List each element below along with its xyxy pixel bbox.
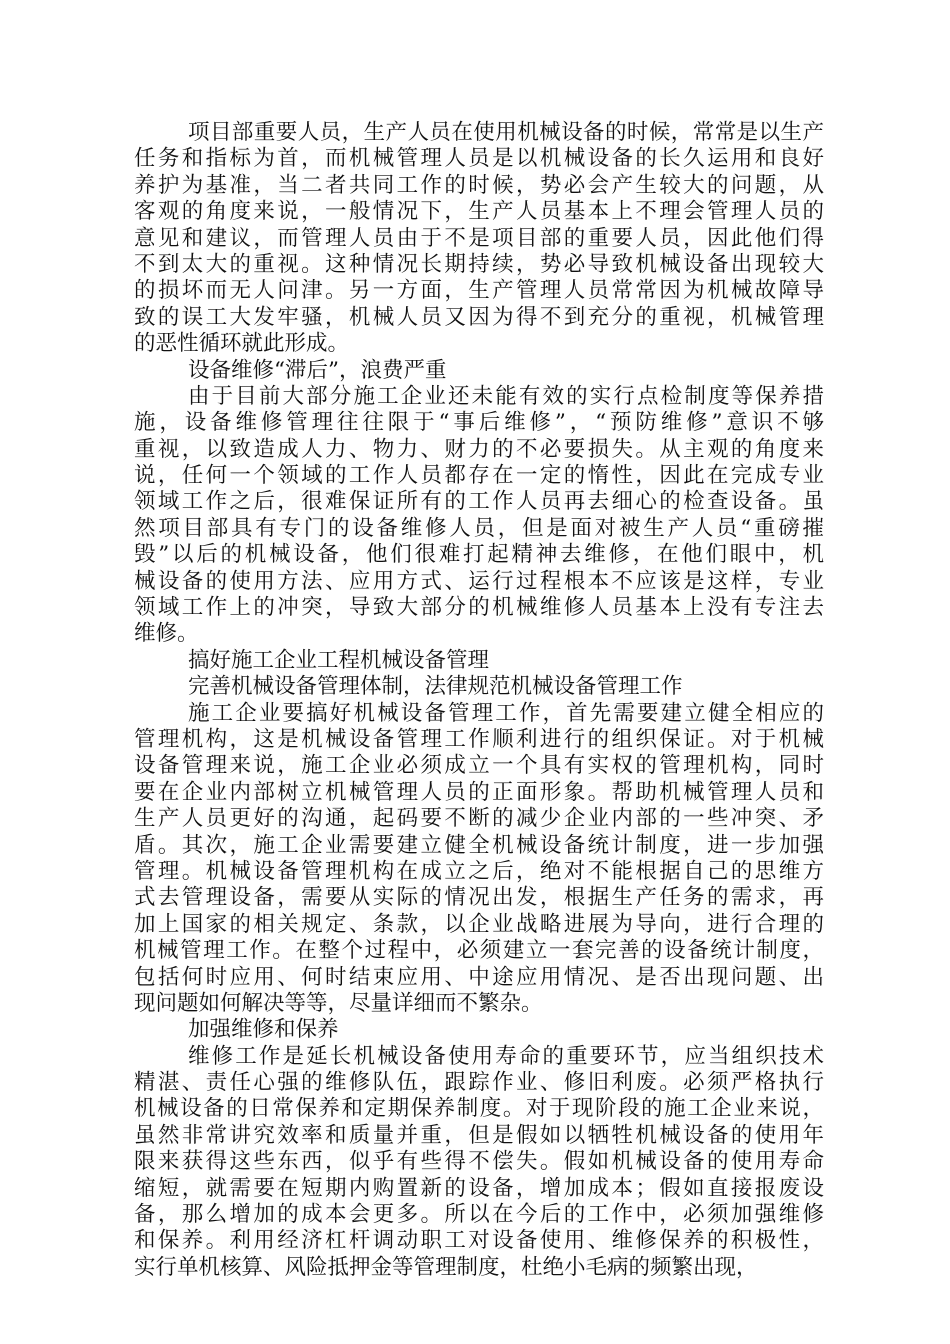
text-line: 设备管理来说，施工企业必须成立一个具有实权的管理机构，同时 [134,753,824,779]
text-line: 加上国家的相关规定、条款，以企业战略进展为导向，进行合理的 [134,911,824,937]
text-line: 维修。 [134,621,199,647]
text-line: 械设备的使用方法、应用方式、运行过程根本不应该是这样，专业 [134,568,824,594]
heading-text: 完善机械设备管理体制，法律规范机械设备管理工作 [188,674,683,700]
text-line: 维修工作是延长机械设备使用寿命的重要环节，应当组织技术 [188,1043,824,1069]
text-line: 精湛、责任心强的维修队伍，跟踪作业、修旧利废。必须严格执行 [134,1070,824,1096]
text-line: 管理机构，这是机械设备管理工作顺利进行的组织保证。对于机械 [134,726,824,752]
text-line: 要在企业内部树立机械管理人员的正面形象。帮助机械管理人员和 [134,779,824,805]
text-line: 生产人员更好的沟通，起码要不断的减少企业内部的一些冲突、矛 [134,806,824,832]
text-line: 现问题如何解决等等，尽量详细而不繁杂。 [134,990,543,1016]
text-line: 虽然非常讲究效率和质量并重，但是假如以牺牲机械设备的使用年 [134,1122,824,1148]
body-text [134,120,824,1281]
text-line: 包括何时应用、何时结束应用、中途应用情况、是否出现问题、出 [134,964,824,990]
heading-text: 搞好施工企业工程机械设备管理 [188,647,490,673]
text-line: 管理。机械设备管理机构在成立之后，绝对不能根据自己的思维方 [134,858,824,884]
section-heading [134,358,824,384]
text-line: 缩短，就需要在短期内购置新的设备，增加成本；假如直接报废设 [134,1175,824,1201]
text-line: 由于目前大部分施工企业还未能有效的实行点检制度等保养措 [188,383,824,409]
paragraph [134,384,824,648]
text-line: 领域工作上的冲突，导致大部分的机械维修人员基本上没有专注去 [134,595,824,621]
text-line: 致的误工大发牢骚，机械人员又因为得不到充分的重视，机械管理 [134,304,824,330]
text-line: 机械管理工作。在整个过程中，必须建立一套完善的设备统计制度， [134,938,824,964]
text-line: 任务和指标为首，而机械管理人员是以机械设备的长久运用和良好 [134,146,824,172]
text-line: 项目部重要人员，生产人员在使用机械设备的时候，常常是以生产 [188,120,824,145]
paragraph [134,701,824,1018]
paragraph [134,120,824,358]
text-line: 毁”以后的机械设备，他们很难打起精神去维修，在他们眼中，机 [134,542,824,568]
text-line: 限来获得这些东西，似乎有些得不偿失。假如机械设备的使用寿命 [134,1149,824,1175]
heading-text: 加强维修和保养 [188,1017,339,1043]
text-line: 的损坏而无人问津。另一方面，生产管理人员常常因为机械故障导 [134,278,824,304]
section-heading [134,1017,824,1043]
text-line: 客观的角度来说，一般情况下，生产人员基本上不理会管理人员的 [134,199,824,225]
text-line: 领域工作之后，很难保证所有的工作人员再去细心的检查设备。虽 [134,489,824,515]
section-heading [134,674,824,700]
text-line: 意见和建议，而管理人员由于不是项目部的重要人员，因此他们得 [134,225,824,251]
text-line: 重视，以致造成人力、物力、财力的不必要损失。从主观的角度来 [134,436,824,462]
text-line: 施，设备维修管理往往限于“事后维修”，“预防维修”意识不够 [134,410,824,436]
section-heading [134,648,824,674]
paragraph [134,1044,824,1282]
text-line: 施工企业要搞好机械设备管理工作，首先需要建立健全相应的 [188,700,824,726]
heading-text: 设备维修“滞后”，浪费严重 [188,357,447,383]
text-line: 说，任何一个领域的工作人员都存在一定的惰性，因此在完成专业 [134,463,824,489]
text-line: 机械设备的日常保养和定期保养制度。对于现阶段的施工企业来说， [134,1096,824,1122]
text-line: 式去管理设备，需要从实际的情况出发，根据生产任务的需求，再 [134,885,824,911]
text-line: 不到太大的重视。这种情况长期持续，势必导致机械设备出现较大 [134,251,824,277]
text-line: 然项目部具有专门的设备维修人员，但是面对被生产人员“重磅摧 [134,515,824,541]
text-line: 备，那么增加的成本会更多。所以在今后的工作中，必须加强维修 [134,1202,824,1228]
text-line: 养护为基准，当二者共同工作的时候，势必会产生较大的问题，从 [134,172,824,198]
text-line: 盾。其次，施工企业需要建立健全机械设备统计制度，进一步加强 [134,832,824,858]
text-line: 的恶性循环就此形成。 [134,331,350,357]
text-line: 实行单机核算、风险抵押金等管理制度，杜绝小毛病的频繁出现， [134,1254,758,1280]
text-line: 和保养。利用经济杠杆调动职工对设备使用、维修保养的积极性， [134,1228,824,1254]
